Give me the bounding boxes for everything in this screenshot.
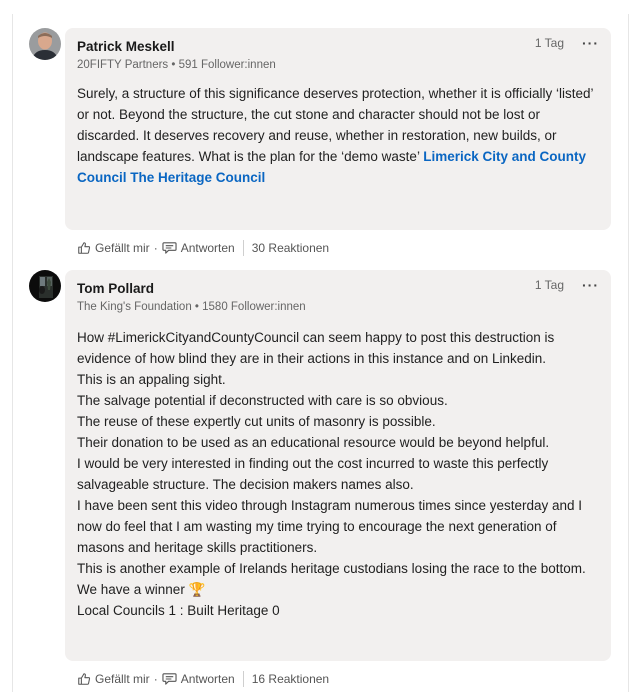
comment-text: Surely, a structure of this significance deserves protection, whether it is officially ‘listed’ or not. Beyond the structure, the cut stone and character should not be lost or discarded. It deserves recovery and reuse, whether in restoration, new builds, or landscape features. What is the plan for the ‘demo waste’ [77, 86, 593, 164]
avatar[interactable] [29, 270, 61, 302]
comment-body [77, 83, 599, 188]
comment-line: Local Councils 1 : Built Heritage 0 [77, 603, 280, 618]
more-options-icon[interactable]: ··· [582, 277, 599, 293]
mention-limerick-council[interactable]: Limerick City and County Council [77, 149, 586, 185]
comment-line: We have a winner 🏆 [77, 582, 206, 597]
comment-line: I have been sent this video through Instagram numerous times since yesterday and I now do feel that I am wasting my time trying to encourage the next generation of masons and heritage skills practitioners. [77, 498, 583, 555]
comment-line: How #LimerickCityandCountyCouncil can seem happy to post this destruction is evidence of how blind they are in their actions in this instance and on Linkedin. [77, 330, 555, 366]
like-label: Gefällt mir [95, 672, 150, 686]
reactions-count[interactable]: 30 Reaktionen [251, 241, 330, 255]
author-subtitle: The King's Foundation • 1580 Follower:innen [77, 301, 306, 313]
comment-body [77, 327, 599, 621]
divider [243, 671, 244, 687]
like-button[interactable] [77, 241, 150, 255]
reactions-count[interactable]: 16 Reaktionen [251, 672, 330, 686]
more-options-icon[interactable]: ··· [582, 35, 599, 51]
comment-line: The salvage potential if deconstructed with care is so obvious. [77, 393, 448, 408]
reply-label: Antworten [180, 672, 235, 686]
reply-button[interactable] [162, 672, 235, 686]
author-subtitle: 20FIFTY Partners • 591 Follower:innen [77, 59, 276, 71]
reply-button[interactable] [162, 241, 235, 255]
comment-time: 1 Tag [534, 278, 564, 292]
reply-label: Antworten [180, 241, 235, 255]
comment-line: This is another example of Irelands heritage custodians losing the race to the bottom. [77, 561, 586, 576]
comment-actions [77, 671, 329, 687]
speech-bubble-icon [162, 241, 177, 255]
comment-patrick-meskell [29, 28, 611, 268]
comment-line: This is an appaling sight. [77, 372, 226, 387]
separator-dot: · [153, 672, 158, 686]
author-name[interactable]: Patrick Meskell [77, 39, 175, 54]
like-label: Gefällt mir [95, 241, 150, 255]
like-button[interactable] [77, 672, 150, 686]
comment-bubble [65, 28, 611, 230]
author-name[interactable]: Tom Pollard [77, 281, 155, 296]
avatar[interactable] [29, 28, 61, 60]
thumbs-up-icon [77, 672, 91, 686]
mention-heritage-council[interactable]: The Heritage Council [130, 170, 266, 185]
comment-time: 1 Tag [534, 36, 564, 50]
comment-actions [77, 240, 329, 256]
comment-tom-pollard [29, 270, 611, 692]
thumbs-up-icon [77, 241, 91, 255]
speech-bubble-icon [162, 672, 177, 686]
comment-line: I would be very interested in finding out the cost incurred to waste this perfectly salvageable structure. The decision makers names also. [77, 456, 549, 492]
comment-line: Their donation to be used as an educational resource would be beyond helpful. [77, 435, 550, 450]
comment-line: The reuse of these expertly cut units of masonry is possible. [77, 414, 436, 429]
separator-dot: · [153, 241, 158, 255]
divider [243, 240, 244, 256]
comment-bubble [65, 270, 611, 661]
